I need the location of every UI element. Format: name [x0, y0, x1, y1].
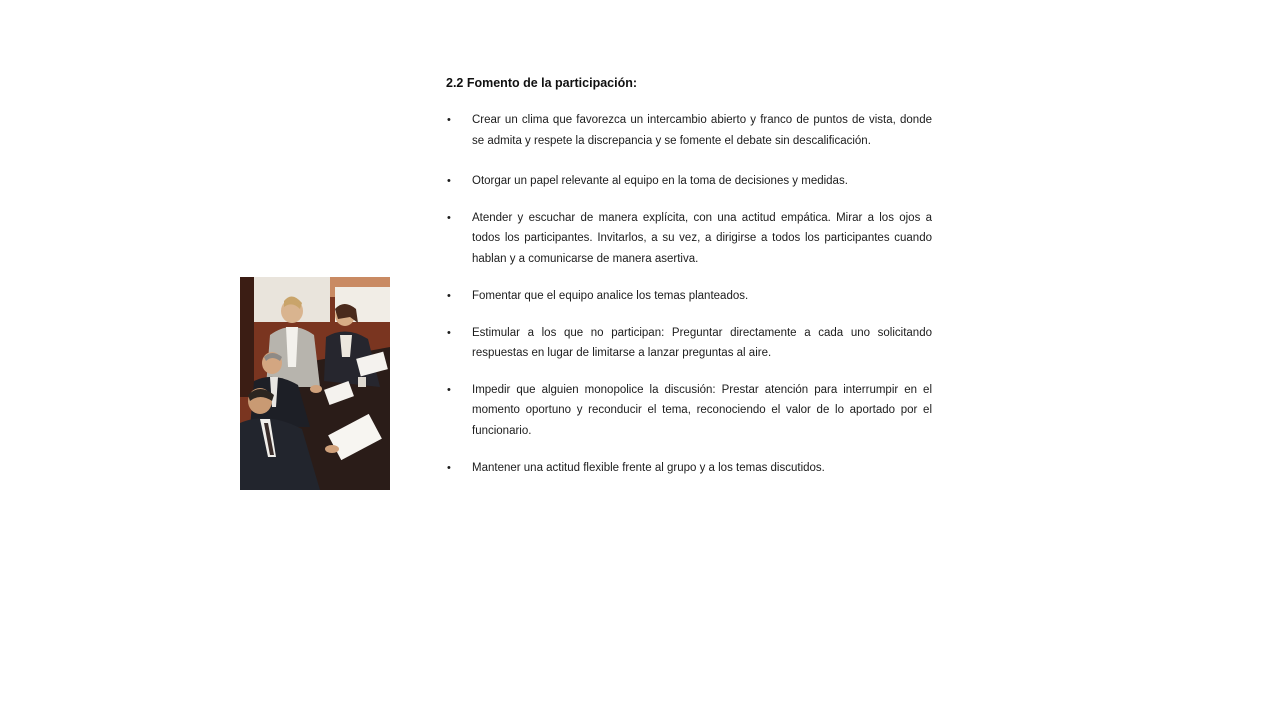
bullet-icon: • [447, 290, 451, 302]
list-item-text: Fomentar que el equipo analice los temas planteados. [472, 290, 749, 302]
bullet-icon: • [447, 326, 451, 339]
list-item [446, 458, 932, 479]
list-item [446, 380, 932, 442]
list-item-text: Estimular a los que no participan: Preguntar directamente a cada uno solicitando respuestas en lugar de limitarse a lanzar preguntas al aire. [472, 326, 932, 359]
list-item [446, 171, 932, 192]
list-item-text: Otorgar un papel relevante al equipo en la toma de decisiones y medidas. [472, 175, 848, 187]
participation-section [446, 74, 932, 479]
business-meeting-photo [240, 277, 390, 490]
bullet-icon: • [447, 114, 451, 126]
list-item [446, 323, 932, 364]
list-item-text: Atender y escuchar de manera explícita, con una actitud empática. Mirar a los ojos a todos los participantes. Invitarlos, a su vez, a dirigirse a todos los participantes cuando hablan y a comunicarse de manera asertiva. [472, 211, 932, 265]
list-item [446, 208, 932, 270]
list-item-text: Mantener una actitud flexible frente al grupo y a los temas discutidos. [472, 462, 825, 474]
list-item-text: Impedir que alguien monopolice la discusión: Prestar atención para interrumpir en el momento oportuno y reconducir el tema, reconociendo el valor de lo aportado por el funcionario. [472, 383, 932, 437]
bullet-icon: • [447, 175, 451, 187]
section-title: 2.2 Fomento de la participación: [446, 76, 638, 90]
bullet-icon: • [447, 462, 451, 474]
list-item [446, 110, 932, 151]
bullet-icon: • [447, 383, 451, 396]
bullet-list [446, 110, 932, 479]
bullet-icon: • [447, 211, 451, 224]
list-item [446, 286, 932, 307]
list-item-text: Crear un clima que favorezca un intercambio abierto y franco de puntos de vista, donde se admita y respete la discrepancia y se fomente el debate sin descalificación. [472, 114, 932, 147]
